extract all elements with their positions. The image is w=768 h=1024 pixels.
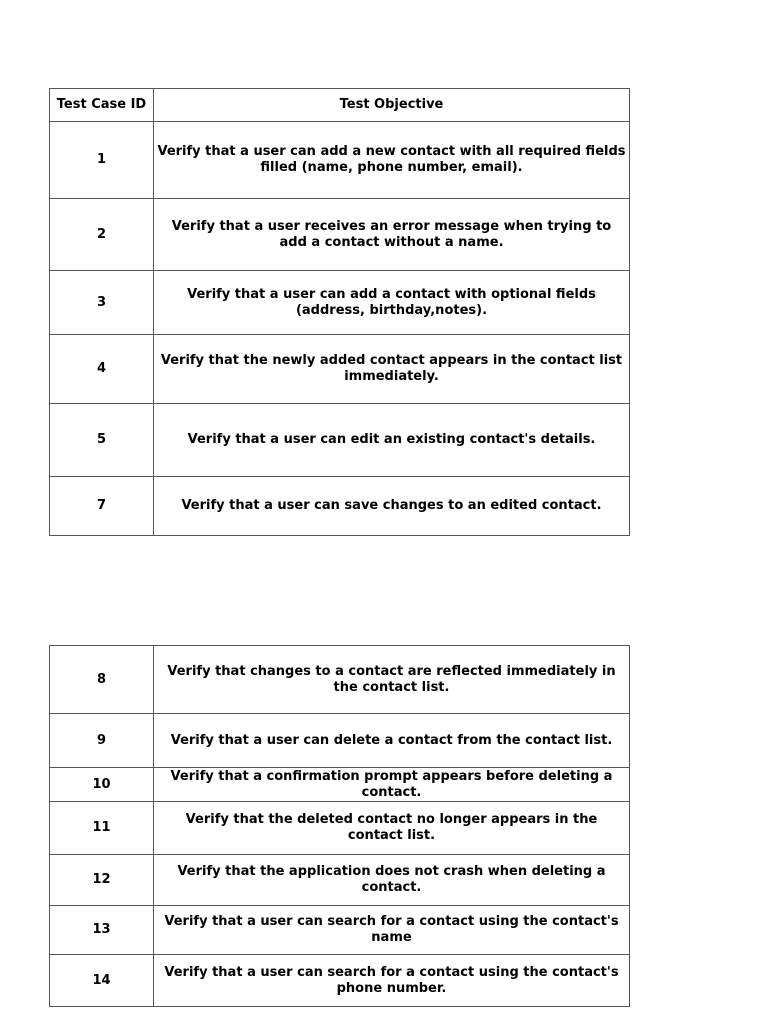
test-case-table-2 — [49, 645, 630, 1007]
test-objective-cell: Verify that a user can add a contact with optional fields (address, birthday,notes). — [154, 271, 630, 335]
test-objective-cell: Verify that a user can add a new contact with all required fields filled (name, phone number, email). — [154, 122, 630, 199]
test-objective-cell: Verify that changes to a contact are reflected immediately in the contact list. — [154, 646, 630, 714]
table-row — [50, 122, 630, 199]
test-objective-cell: Verify that a user can edit an existing contact's details. — [154, 404, 630, 477]
test-objective-cell: Verify that the application does not crash when deleting a contact. — [154, 855, 630, 906]
test-objective-cell: Verify that a user can search for a contact using the contact's phone number. — [154, 955, 630, 1007]
header-test-objective: Test Objective — [154, 89, 630, 122]
table-row — [50, 646, 630, 714]
table-row — [50, 768, 630, 802]
test-case-id-cell: 9 — [50, 714, 154, 768]
table-row — [50, 802, 630, 855]
table-row — [50, 404, 630, 477]
test-case-id-cell: 10 — [50, 768, 154, 802]
test-case-id-cell: 5 — [50, 404, 154, 477]
table-header-row — [50, 89, 630, 122]
test-case-id-cell: 14 — [50, 955, 154, 1007]
test-case-id-cell: 12 — [50, 855, 154, 906]
table-row — [50, 477, 630, 536]
table-row — [50, 955, 630, 1007]
header-test-case-id: Test Case ID — [50, 89, 154, 122]
test-objective-cell: Verify that a user can save changes to an edited contact. — [154, 477, 630, 536]
test-objective-cell: Verify that a user can delete a contact from the contact list. — [154, 714, 630, 768]
test-case-table-1 — [49, 88, 630, 536]
test-case-id-cell: 1 — [50, 122, 154, 199]
table-row — [50, 714, 630, 768]
test-case-id-cell: 8 — [50, 646, 154, 714]
table-row — [50, 335, 630, 404]
test-case-id-cell: 13 — [50, 906, 154, 955]
test-case-id-cell: 4 — [50, 335, 154, 404]
test-objective-cell: Verify that the newly added contact appears in the contact list immediately. — [154, 335, 630, 404]
test-case-id-cell: 11 — [50, 802, 154, 855]
table-row — [50, 855, 630, 906]
test-objective-cell: Verify that a user can search for a contact using the contact's name — [154, 906, 630, 955]
test-case-id-cell: 3 — [50, 271, 154, 335]
test-case-id-cell: 2 — [50, 199, 154, 271]
table-row — [50, 271, 630, 335]
test-objective-cell: Verify that a confirmation prompt appears before deleting a contact. — [154, 768, 630, 802]
test-objective-cell: Verify that a user receives an error message when trying to add a contact without a name. — [154, 199, 630, 271]
test-case-id-cell: 7 — [50, 477, 154, 536]
table-row — [50, 906, 630, 955]
test-objective-cell: Verify that the deleted contact no longer appears in the contact list. — [154, 802, 630, 855]
table-row — [50, 199, 630, 271]
